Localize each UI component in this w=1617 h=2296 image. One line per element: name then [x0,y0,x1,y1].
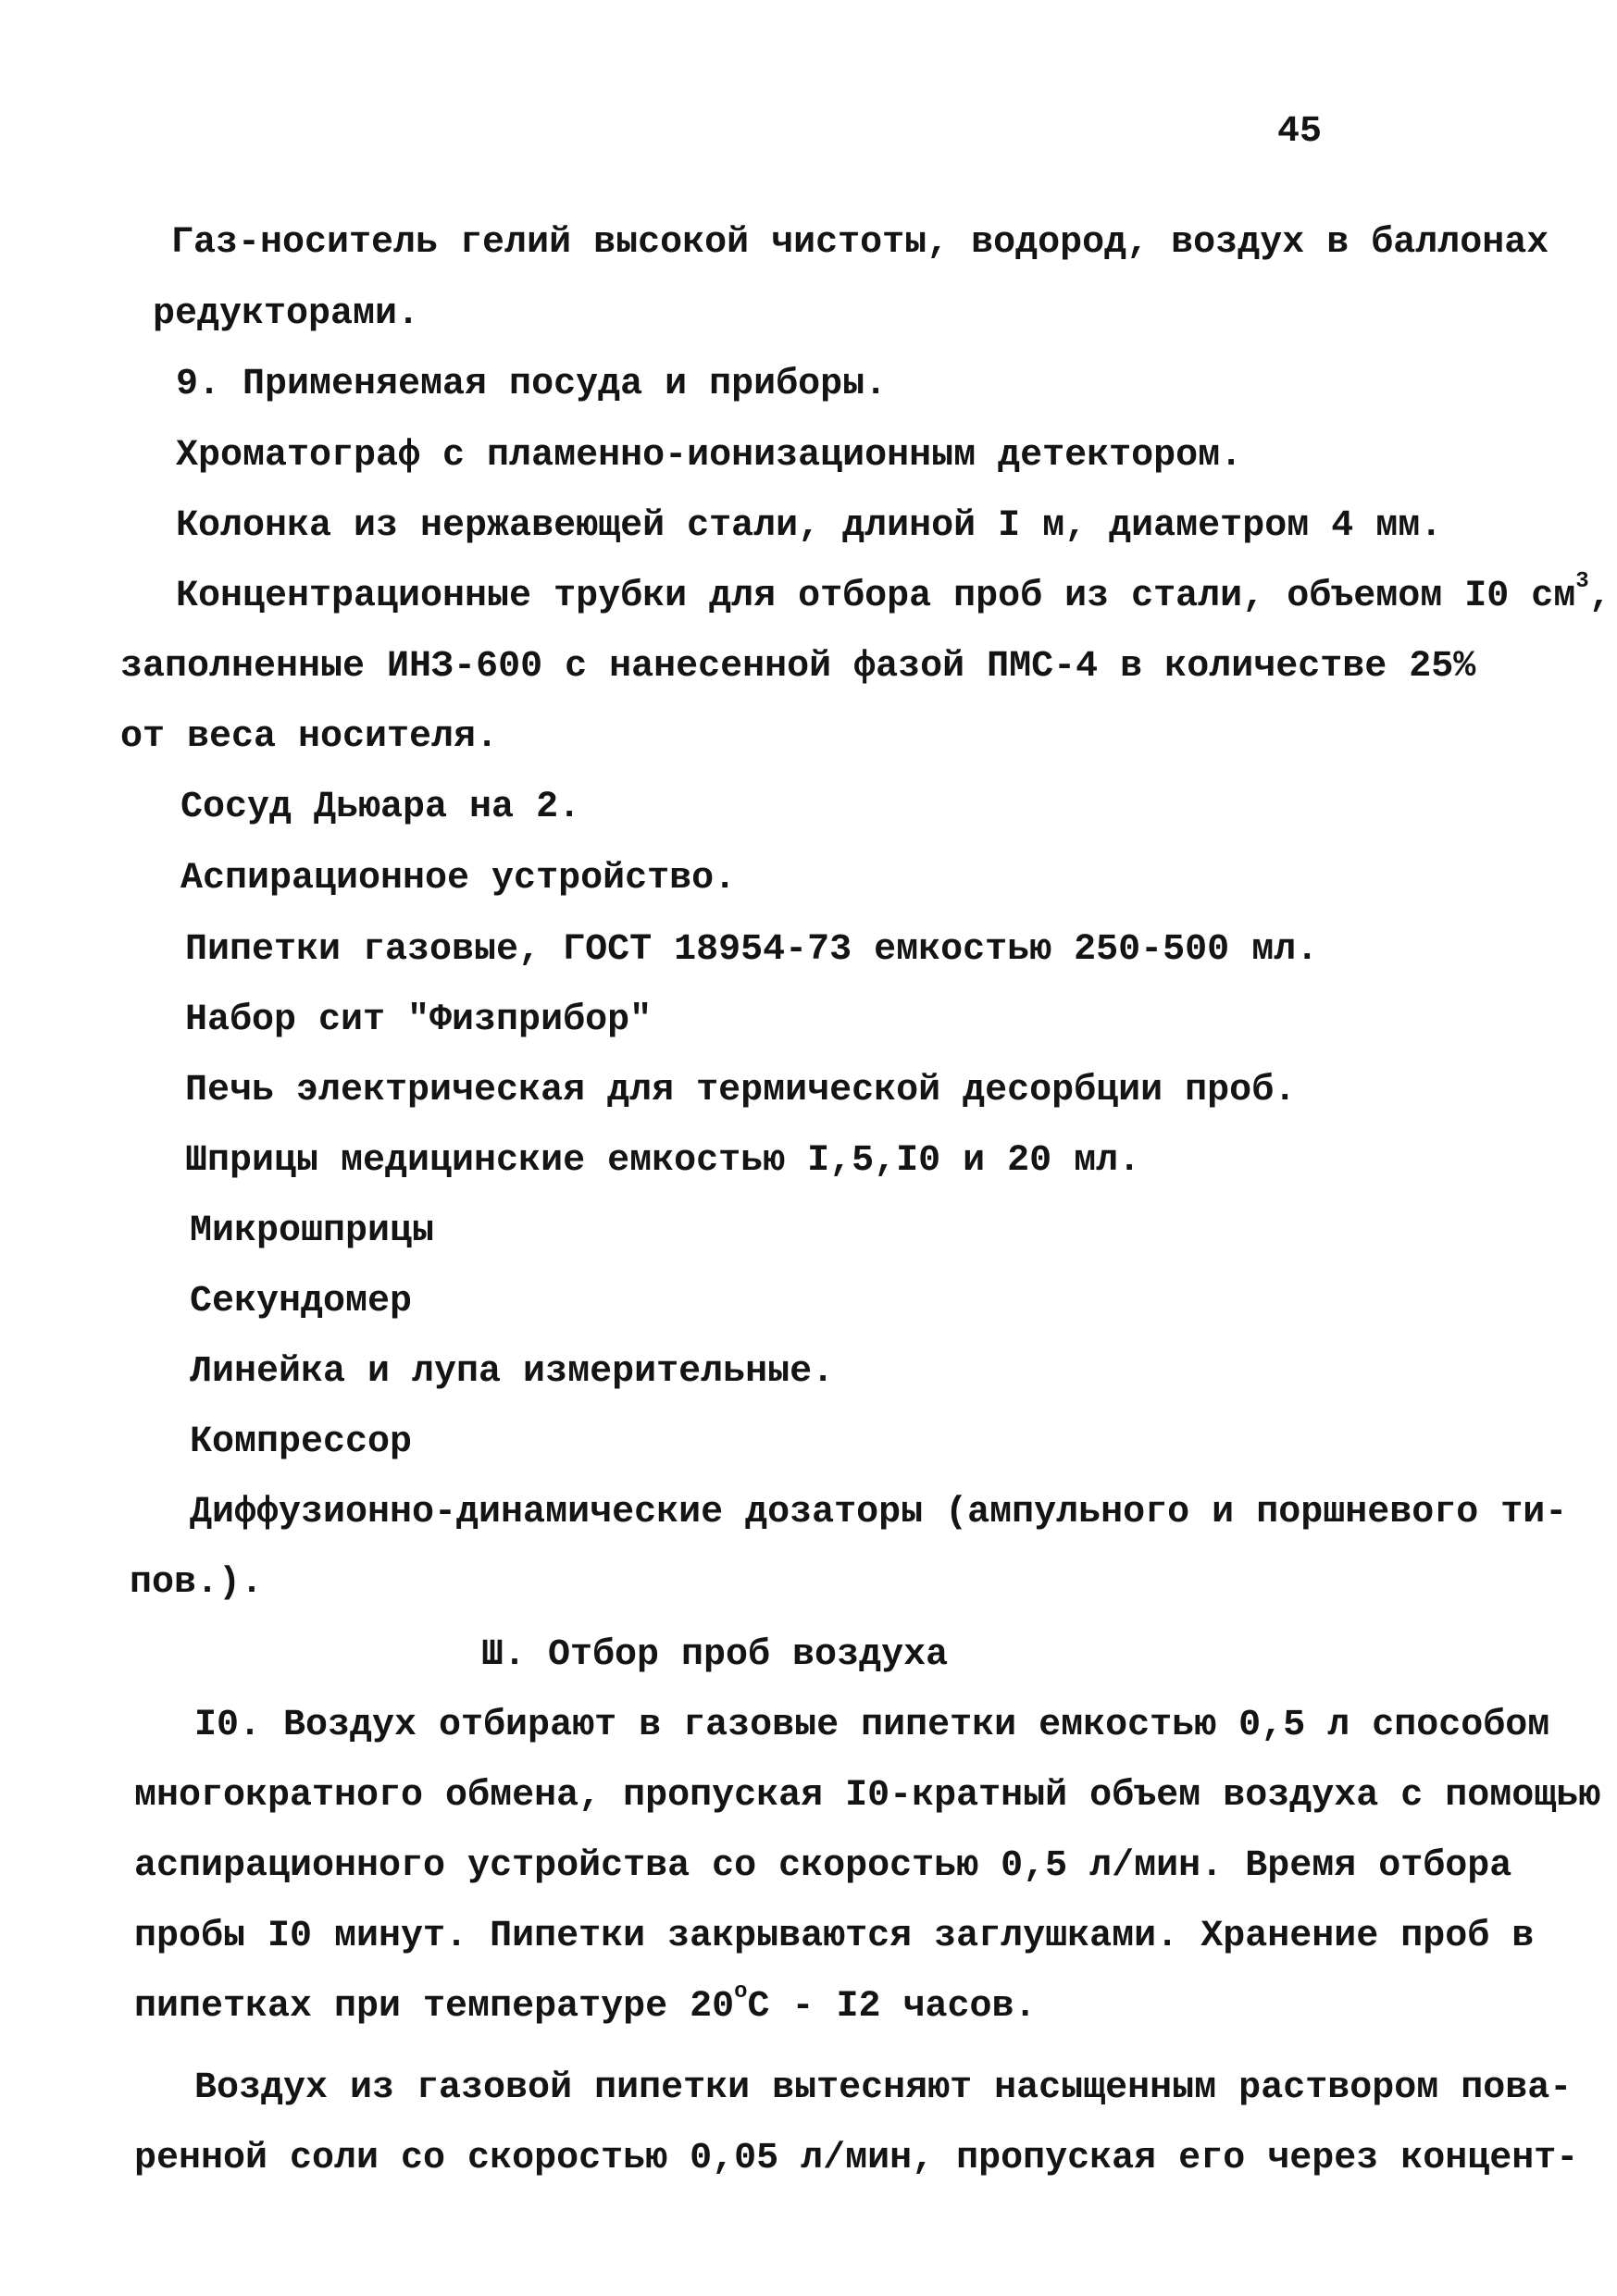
text-line: Колонка из нержавеющей стали, длиной I м, диаметром 4 мм. [176,505,1443,547]
text-span: С - I2 часов. [747,1986,1037,2028]
section-heading: Ш. Отбор проб воздуха [481,1634,949,1676]
text-line: Шприцы медицинские емкостью I,5,I0 и 20 мл. [185,1140,1141,1182]
text-line: пробы I0 минут. Пипетки закрываются заглушками. Хранение проб в [134,1916,1535,1957]
text-span: Концентрационные трубки для отбора проб из стали, объемом I0 см [176,576,1576,617]
text-line: Линейка и лупа измерительные. [190,1351,835,1393]
text-line: Пипетки газовые, ГОСТ 18954-73 емкостью 250-500 мл. [185,929,1319,971]
text-line: заполненные ИНЗ-600 с нанесенной фазой ПМС-4 в количестве 25% [120,646,1476,688]
text-line: Газ-носитель гелий высокой чистоты, водород, воздух в баллонах [171,222,1549,264]
text-line: Сосуд Дьюара на 2. [180,787,581,828]
text-line: Хроматограф с пламенно-ионизационным детектором. [176,435,1243,477]
text-line: Аспирационное устройство. [180,858,737,900]
text-line: Диффузионно-динамические дозаторы (ампульного и поршневого ти- [190,1492,1568,1533]
text-line: Секундомер [190,1281,413,1322]
text-line: от веса носителя. [120,716,499,758]
text-line: Компрессор [190,1421,413,1463]
text-line: Печь электрическая для термической десорбции проб. [185,1070,1297,1111]
text-span: , [1588,576,1611,617]
text-line: редукторами. [153,293,420,335]
page-number: 45 [1277,111,1323,153]
text-line: Набор сит "Физприбор" [185,999,653,1041]
text-line [134,1980,1037,2028]
text-line: многократного обмена, пропуская I0-кратный объем воздуха с помощью [134,1775,1601,1817]
text-span: пипетках при температуре 20 [134,1986,735,2028]
superscript: о [734,1980,748,2004]
text-line: аспирационного устройства со скоростью 0,5 л/мин. Время отбора [134,1845,1512,1887]
text-line: Микрошприцы [190,1210,435,1252]
text-line: пов.). [130,1562,264,1604]
superscript: 3 [1575,569,1589,594]
section-item-10: I0. Воздух отбирают в газовые пипетки емкостью 0,5 л способом [194,1705,1550,1746]
text-line: Воздух из газовой пипетки вытесняют насыщенным раствором пова- [194,2067,1573,2109]
text-line: ренной соли со скоростью 0,05 л/мин, пропуская его через концент- [134,2138,1579,2179]
text-line [176,569,1611,617]
section-item-9: 9. Применяемая посуда и приборы. [176,364,888,405]
